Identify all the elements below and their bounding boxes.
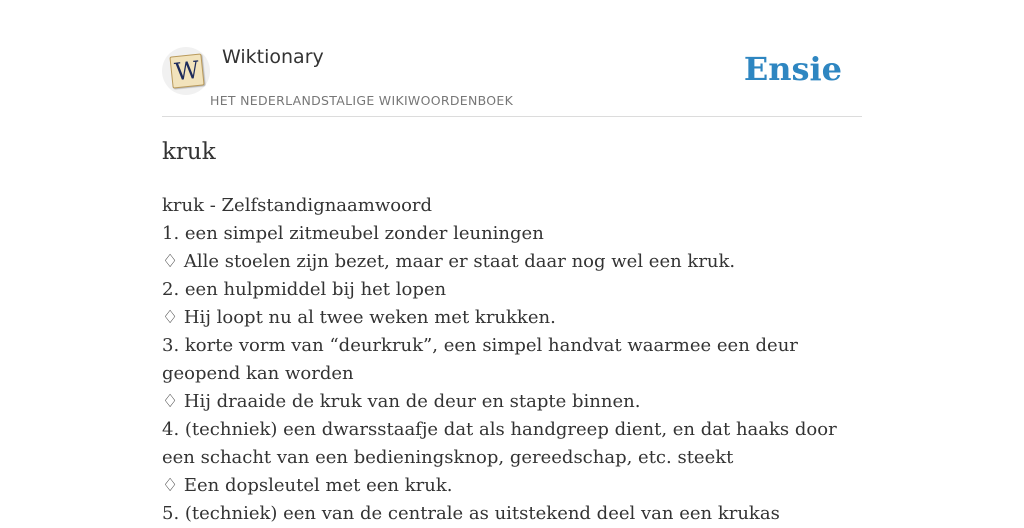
definition-line: 4. (techniek) een dwarsstaafje dat als handgreep dient, en dat haaks door een schacht van een bedieningsknop, gereedschap, etc. steekt bbox=[162, 419, 837, 468]
example-line: ♢ Hij loopt nu al twee weken met krukken. bbox=[162, 307, 556, 328]
site-name[interactable]: Wiktionary bbox=[222, 46, 324, 68]
page-title: kruk bbox=[162, 139, 216, 165]
definition-line: 3. korte vorm van “deurkruk”, een simpel handvat waarmee een deur geopend kan worden bbox=[162, 335, 798, 384]
logo-letter: W bbox=[173, 55, 201, 87]
ensie-brand-link[interactable]: Ensie bbox=[743, 50, 842, 88]
example-line: ♢ Hij draaide de kruk van de deur en stapte binnen. bbox=[162, 391, 641, 412]
definition-line: 5. (techniek) een van de centrale as uitstekend deel van een krukas bbox=[162, 503, 780, 524]
definition-line: 1. een simpel zitmeubel zonder leuningen bbox=[162, 223, 544, 244]
example-line: ♢ Alle stoelen zijn bezet, maar er staat daar nog wel een kruk. bbox=[162, 251, 736, 272]
part-of-speech: kruk - Zelfstandignaamwoord bbox=[162, 195, 433, 216]
header bbox=[162, 0, 862, 117]
definition-line: 2. een hulpmiddel bij het lopen bbox=[162, 279, 447, 300]
site-subtitle: HET NEDERLANDSTALIGE WIKIWOORDENBOEK bbox=[210, 93, 514, 108]
wiktionary-logo[interactable] bbox=[162, 47, 210, 95]
page bbox=[162, 0, 862, 524]
definition-entry bbox=[162, 192, 852, 528]
example-line: ♢ Een dopsleutel met een kruk. bbox=[162, 475, 453, 496]
logo-tile-icon bbox=[169, 53, 204, 88]
